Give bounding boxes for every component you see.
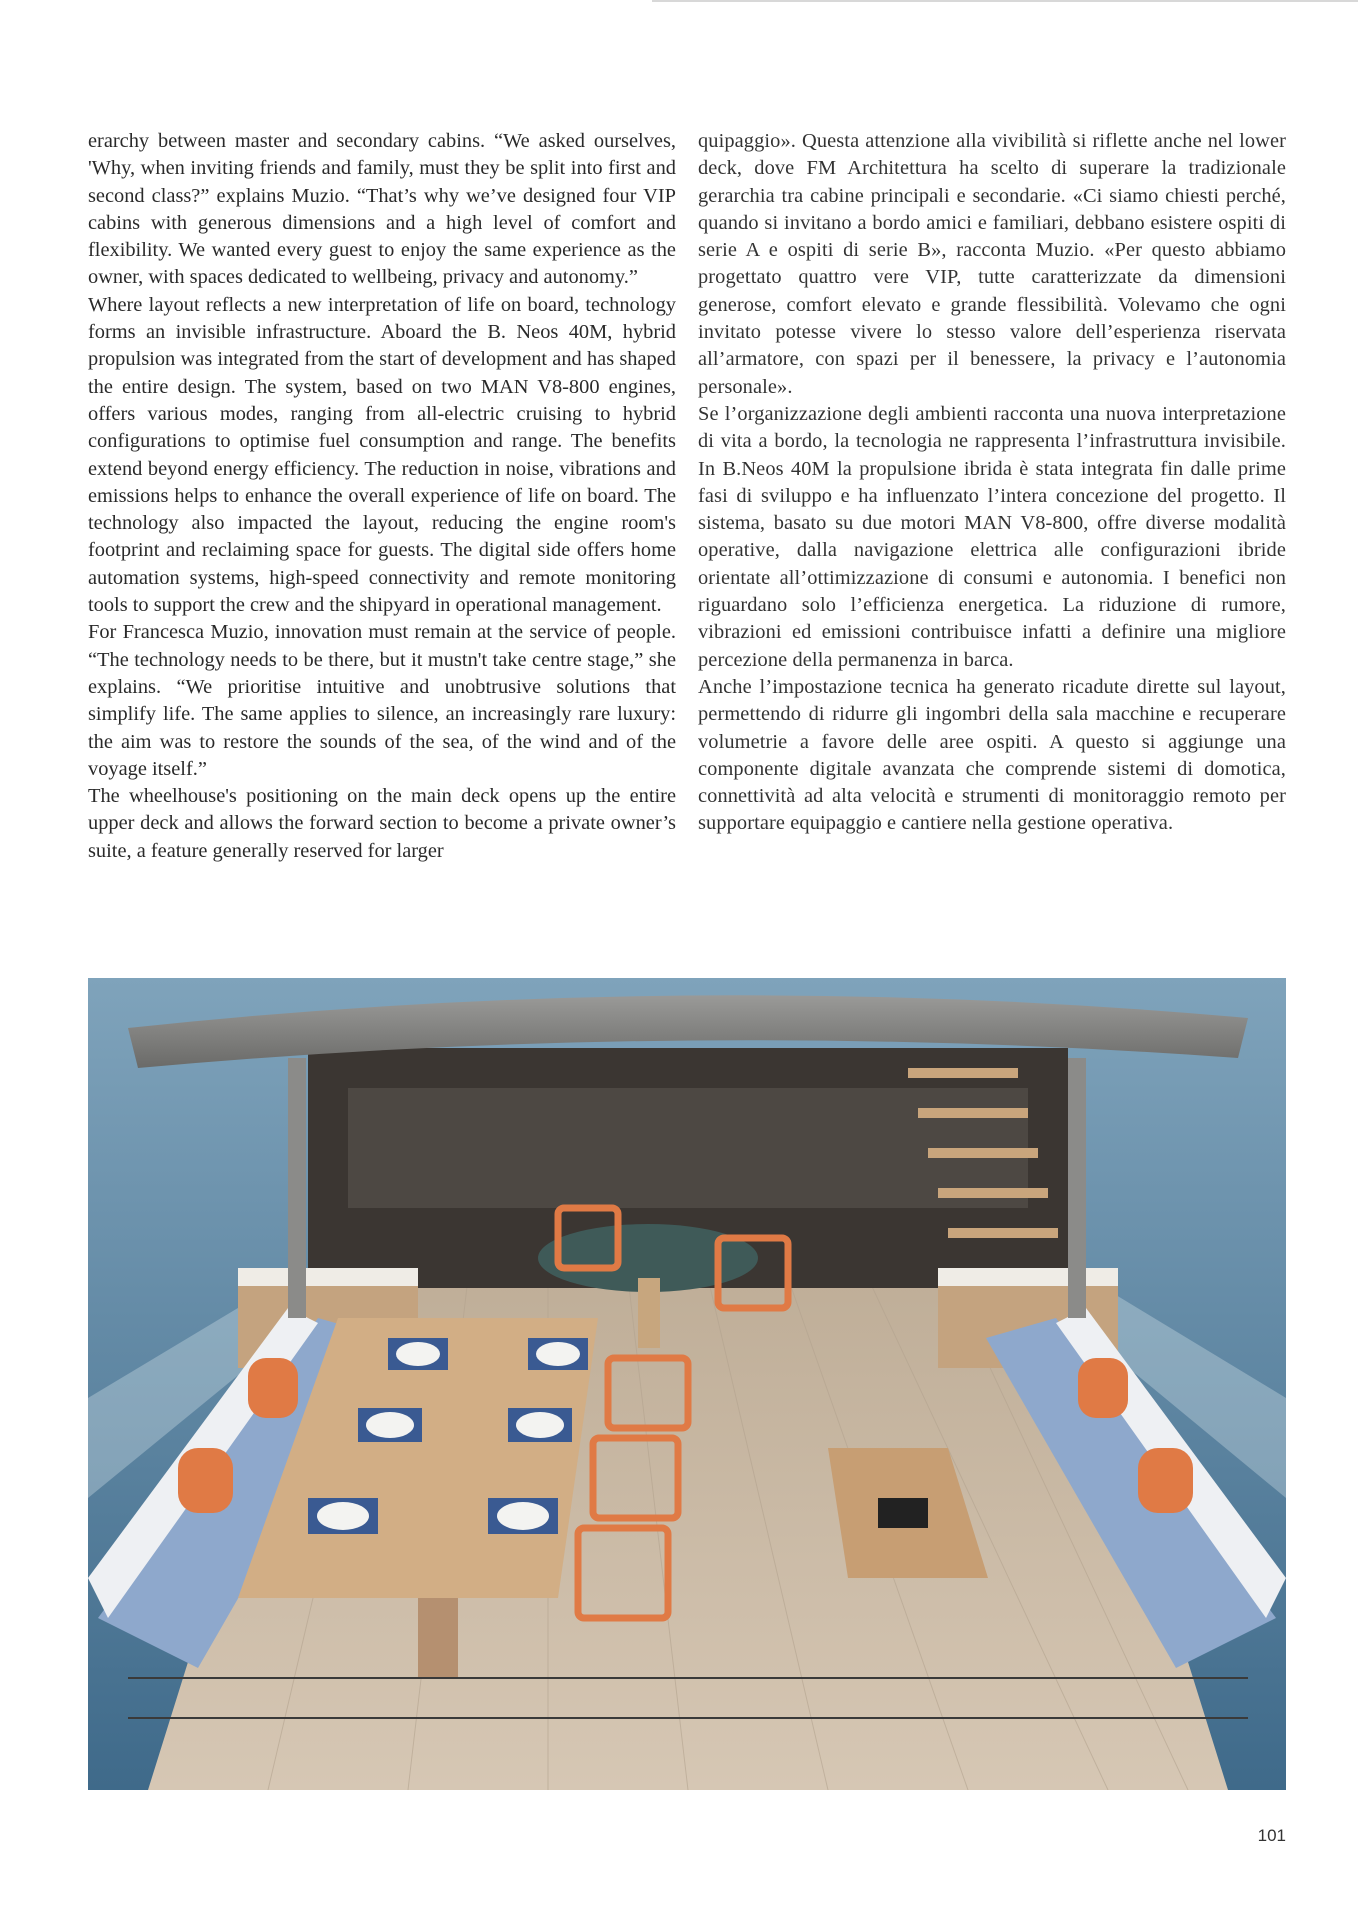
column-left <box>288 1058 306 1318</box>
it-paragraph-1: quipaggio». Questa attenzione alla vivibilità si riflette anche nel lower deck, dove FM Architettura ha scelto di superare la tradizionale gerarchia tra cabine principali e secondarie. «Ci siamo chiesti perché, quando si invitano a bordo amici e familiari, debbano esistere ospiti di serie A e ospiti di serie B», racconta Muzio. «Per questo abbiamo progettato quattro vere VIP, tutte caratterizzate da dimensioni generose, comfort elevato e grande flessibilità. Volevamo che ogni invitato potesse vivere lo stesso valore dell’esperienza riservata all’armatore, con spazi per il benessere, la privacy e l’autonomia personale». <box>698 130 1286 398</box>
en-paragraph-4: The wheelhouse's positioning on the main deck opens up the entire upper deck and allows the forward section to become a private owner’s suite, a feature generally reserved for larger <box>88 785 676 862</box>
english-column <box>88 128 676 865</box>
column-right <box>1068 1058 1086 1318</box>
top-rule <box>652 0 1358 2</box>
it-paragraph-2: Se l’organizzazione degli ambienti racconta una nuova interpretazione di vita a bordo, la tecnologia ne rappresenta l’infrastruttura invisibile. In B.Neos 40M la propulsione ibrida è stata integrata fin dalle prime fasi di sviluppo e ha influenzato l’intera concezione del progetto. Il sistema, basato su due motori MAN V8-800, offre diverse modalità operative, dalla navigazione elettrica alle configurazioni ibride orientate all’ottimizzazione di consumi e autonomia. I benefici non riguardano solo l’efficienza energetica. La riduzione di rumore, vibrazioni ed emissioni contribuisce infatti a definire una migliore percezione della permanenza in barca. <box>698 402 1286 671</box>
en-paragraph-3: For Francesca Muzio, innovation must remain at the service of people. “The technology needs to be there, but it mustn't take centre stage,” she explains. “We prioritise intuitive and unobtrusive solutions that simplify life. The same applies to silence, an increasingly rare luxury: the aim was to restore the sounds of the sea, of the wind and of the voyage itself.” <box>88 621 676 780</box>
it-paragraph-3: Anche l’impostazione tecnica ha generato ricadute dirette sul layout, permettendo di ridurre gli ingombri della sala macchine e recuperare volumetrie a favore delle aree ospiti. A questo si aggiunge una componente digitale avanzata che comprende sistemi di domotica, connettività ad alta velocità e strumenti di monitoraggio remoto per supportare equipaggio e cantiere nella gestione operativa. <box>698 675 1286 835</box>
italian-column <box>698 128 1286 838</box>
deck-illustration <box>88 978 1286 1790</box>
page-number: 101 <box>1257 1826 1286 1845</box>
deck-photo <box>88 978 1286 1790</box>
en-paragraph-2: Where layout reflects a new interpretation of life on board, technology forms an invisible infrastructure. Aboard the B. Neos 40M, hybrid propulsion was integrated from the start of development and has shaped the entire design. The system, based on two MAN V8-800 engines, offers various modes, ranging from all-electric cruising to hybrid configurations to optimise fuel consumption and range. The benefits extend beyond energy efficiency. The reduction in noise, vibrations and emissions helps to enhance the overall experience of life on board. The technology also impacted the layout, reducing the engine room's footprint and reclaiming space for guests. The digital side offers home automation systems, high-speed connectivity and remote monitoring tools to support the crew and the shipyard in operational management. <box>88 293 676 617</box>
en-paragraph-1: erarchy between master and secondary cabins. “We asked ourselves, 'Why, when inviting friends and family, must they be split into first and second class?” explains Muzio. “That’s why we’ve designed four VIP cabins with generous dimensions and a high level of comfort and flexibility. We wanted every guest to enjoy the same experience as the owner, with spaces dedicated to wellbeing, privacy and autonomy.” <box>88 130 676 289</box>
